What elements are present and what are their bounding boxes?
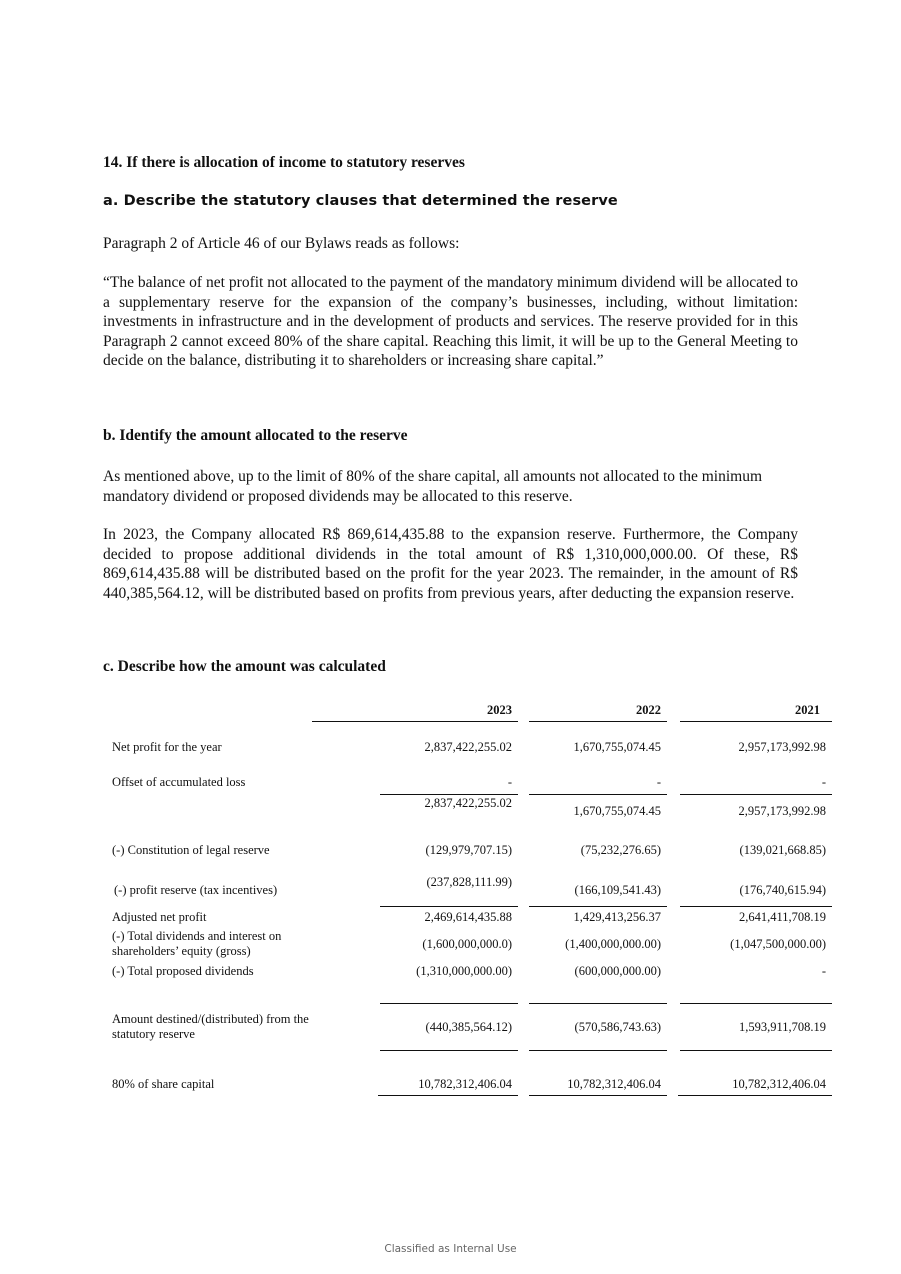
subtotal-rule — [380, 906, 518, 907]
row-label-net-profit: Net profit for the year — [112, 740, 222, 754]
subtotal-rule — [680, 906, 832, 907]
column-header-2023: 2023 — [487, 703, 512, 717]
row-label-adjusted-net-profit: Adjusted net profit — [112, 910, 207, 924]
cell: 2,641,411,708.19 — [738, 910, 826, 924]
label-line: shareholders’ equity (gross) — [112, 944, 251, 958]
total-rule — [529, 1095, 667, 1096]
cell: 2,469,614,435.88 — [424, 910, 512, 924]
cell: - — [656, 775, 661, 789]
subtotal-cell: 1,670,755,074.45 — [573, 804, 661, 818]
column-header-2022: 2022 — [636, 703, 661, 717]
column-header-2021: 2021 — [795, 703, 820, 717]
cell: (1,600,000,000.0) — [422, 937, 512, 951]
cell: 1,429,413,256.37 — [573, 910, 661, 924]
subsection-b-heading: b. Identify the amount allocated to the reserve — [103, 427, 408, 444]
cell: 10,782,312,406.04 — [732, 1077, 826, 1091]
cell: - — [821, 964, 826, 978]
header-rule — [312, 721, 518, 722]
subsection-b-paragraph-1: As mentioned above, up to the limit of 80% of the share capital, all amounts not allocated to the minimum mandatory dividend or proposed dividends may be allocated to this reserve. — [103, 468, 763, 505]
subtotal-cell: 2,837,422,255.02 — [424, 796, 512, 810]
total-rule — [678, 1095, 832, 1096]
total-rule — [378, 1095, 518, 1096]
subtotal-rule — [680, 1050, 832, 1051]
header-rule — [529, 721, 667, 722]
cell: (570,586,743.63) — [574, 1020, 661, 1034]
cell: (176,740,615.94) — [739, 883, 826, 897]
subtotal-rule — [380, 794, 518, 795]
cell: 10,782,312,406.04 — [418, 1077, 512, 1091]
cell: 1,670,755,074.45 — [573, 740, 661, 754]
subtotal-rule — [680, 1003, 832, 1004]
row-label-share-capital: 80% of share capital — [112, 1077, 215, 1091]
row-label-profit-reserve: (-) profit reserve (tax incentives) — [114, 883, 278, 897]
cell: 2,957,173,992.98 — [738, 740, 826, 754]
row-label-proposed-dividends: (-) Total proposed dividends — [112, 964, 254, 978]
cell: (139,021,668.85) — [739, 843, 826, 857]
subtotal-rule — [529, 1050, 667, 1051]
subtotal-rule — [380, 1003, 518, 1004]
classification-footer: Classified as Internal Use — [384, 1243, 517, 1255]
subsection-b-paragraph-2: In 2023, the Company allocated R$ 869,614,435.88 to the expansion reserve. Furthermore, the Company decided to propose additional dividends in the total amount of R$ 1,310,000,000.00. Of these, R$ 869,614,435.88 will be distributed based on the profit for the year 2023. The remainder, in the amount of R$ 440,385,564.12, will be distributed based on profits from previous years, after deducting the expansion reserve. — [103, 526, 798, 602]
cell: (237,828,111.99) — [426, 875, 512, 889]
cell: (166,109,541.43) — [574, 883, 661, 897]
cell: (440,385,564.12) — [425, 1020, 512, 1034]
row-label-legal-reserve: (-) Constitution of legal reserve — [112, 843, 270, 857]
subtotal-rule — [680, 794, 832, 795]
cell: (75,232,276.65) — [580, 843, 661, 857]
subsection-a-intro: Paragraph 2 of Article 46 of our Bylaws reads as follows: — [103, 235, 460, 252]
cell: 10,782,312,406.04 — [567, 1077, 661, 1091]
cell: (600,000,000.00) — [574, 964, 661, 978]
cell: (129,979,707.15) — [425, 843, 512, 857]
section-title: 14. If there is allocation of income to statutory reserves — [103, 154, 465, 171]
row-label-offset-loss: Offset of accumulated loss — [112, 775, 246, 789]
label-line: (-) Total dividends and interest on — [112, 929, 282, 943]
cell: (1,047,500,000.00) — [730, 937, 826, 951]
subtotal-rule — [529, 906, 667, 907]
cell: 1,593,911,708.19 — [738, 1020, 826, 1034]
cell: 2,837,422,255.02 — [424, 740, 512, 754]
subtotal-rule — [380, 1050, 518, 1051]
cell: - — [821, 775, 826, 789]
header-rule — [680, 721, 832, 722]
bylaws-quote: “The balance of net profit not allocated to the payment of the mandatory minimum dividend will be allocated to a supplementary reserve for the expansion of the company’s businesses, including, without limitation: investments in infrastructure and in the development of products and services. The reserve provided for in this Paragraph 2 cannot exceed 80% of the share capital. Reaching this limit, it will be up to the General Meeting to decide on the balance, distributing it to shareholders or increasing share capital.” — [103, 274, 798, 369]
subtotal-cell: 2,957,173,992.98 — [738, 804, 826, 818]
cell: - — [507, 775, 512, 789]
row-label-total-dividends — [112, 929, 281, 959]
label-line: statutory reserve — [112, 1027, 195, 1041]
label-line: Amount destined/(distributed) from the — [112, 1012, 309, 1026]
subsection-a-heading: a. Describe the statutory clauses that determined the reserve — [103, 193, 618, 209]
cell: (1,310,000,000.00) — [416, 964, 512, 978]
subtotal-rule — [529, 1003, 667, 1004]
subtotal-rule — [529, 794, 667, 795]
cell: (1,400,000,000.00) — [565, 937, 661, 951]
row-label-amount-destined — [112, 1012, 309, 1042]
subsection-c-heading: c. Describe how the amount was calculated — [103, 658, 386, 675]
